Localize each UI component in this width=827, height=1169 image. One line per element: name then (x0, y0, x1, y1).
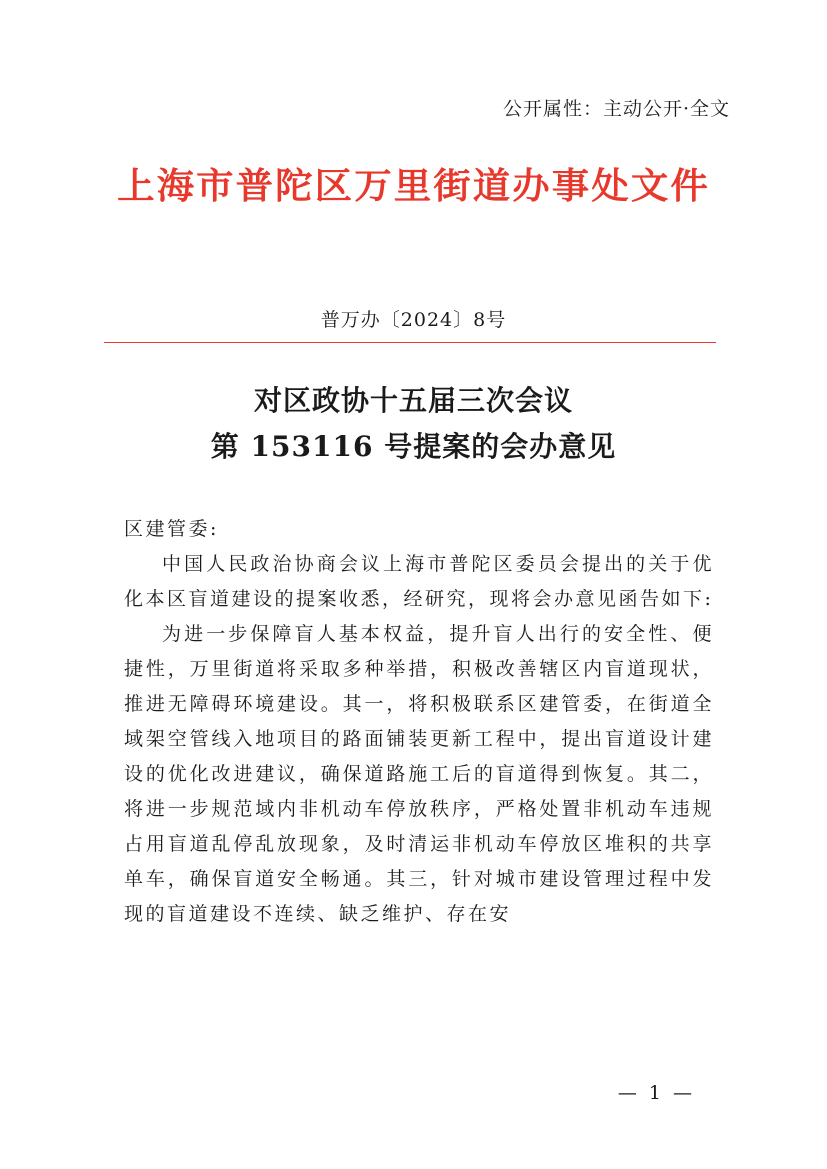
title-line-1: 对区政协十五届三次会议 (253, 384, 573, 417)
salutation: 区建管委: (124, 518, 219, 540)
page-number: — 1 — (617, 1082, 695, 1104)
document-title (0, 378, 827, 470)
issuer-heading: 上海市普陀区万里街道办事处文件 (117, 165, 710, 207)
document-number: 普万办〔2024〕8号 (320, 309, 507, 331)
red-divider-line (104, 342, 716, 343)
title-line-2: 第 153116 号提案的会办意见 (210, 430, 617, 463)
disclosure-attribute: 公开属性：主动公开·全文 (502, 98, 730, 120)
document-body (124, 512, 714, 932)
body-paragraph: 中国人民政治协商会议上海市普陀区委员会提出的关于优化本区盲道建设的提案收悉，经研究，现将会办意见函告如下: (124, 553, 714, 610)
body-paragraph: 为进一步保障盲人基本权益，提升盲人出行的安全性、便捷性，万里街道将采取多种举措，积极改善辖区内盲道现状，推进无障碍环境建设。其一，将积极联系区建管委，在街道全域架空管线入地项目的路面铺装更新工程中，提出盲道设计建设的优化改进建议，确保道路施工后的盲道得到恢复。其二，将进一步规范域内非机动车停放秩序，严格处置非机动车违规占用盲道乱停乱放现象，及时清运非机动车停放区堆积的共享单车，确保盲道安全畅通。其三，针对城市建设管理过程中发现的盲道建设不连续、缺乏维护、存在安 (124, 623, 714, 925)
